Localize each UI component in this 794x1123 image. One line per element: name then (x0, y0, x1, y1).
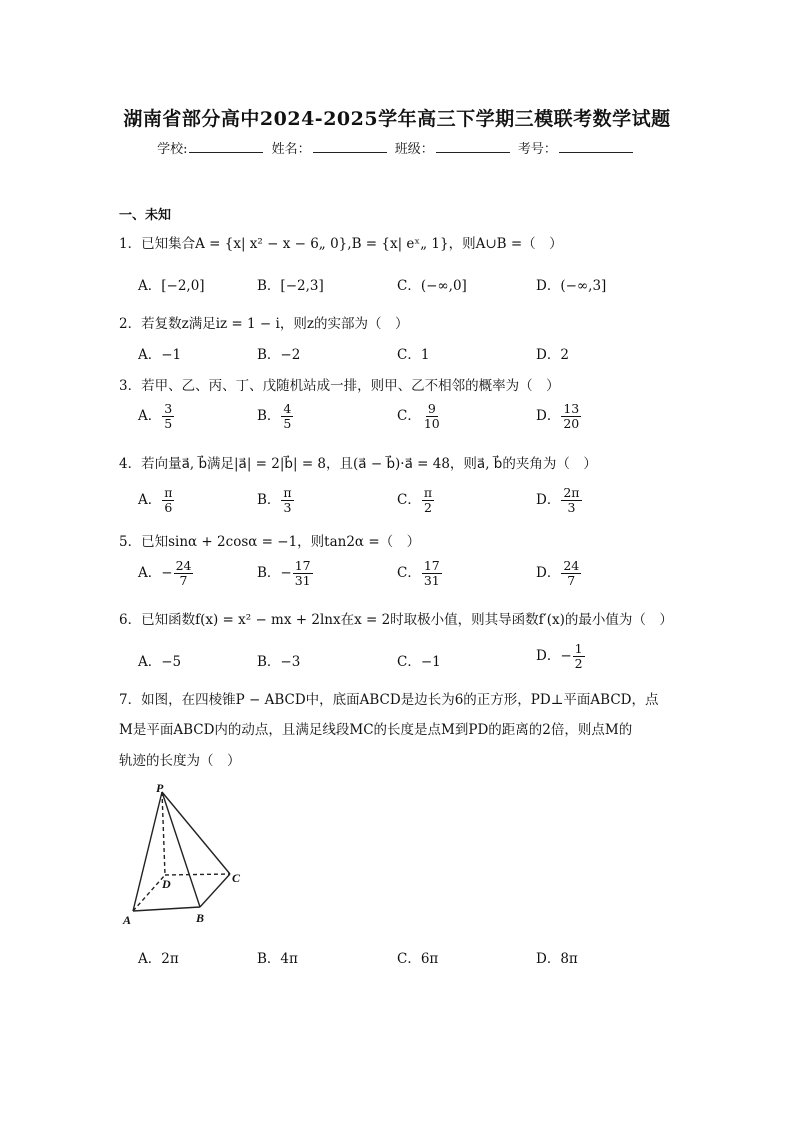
question-6-stem: 6．已知函数f(x) = x² − mx + 2lnx在x = 2时取极小值，则其导函数f′(x)的最小值为（ ） (119, 612, 673, 628)
q4-option-b: B． $\frac{\pi}{3}$ (257, 485, 292, 515)
vertex-label-a: A (123, 913, 132, 927)
q5-option-a: A．− $\frac{24}{7}$ (138, 558, 192, 588)
vertex-label-b: B (196, 911, 205, 925)
class-blank (436, 140, 510, 153)
q7-option-d: D．8π (536, 951, 578, 967)
set-b: B = {x| eˣ„ 1} (351, 236, 449, 252)
q5-option-d: D． $\frac{24}{7}$ (536, 558, 580, 588)
q2-option-c: C．1 (397, 347, 430, 363)
q7-option-a: A．2π (138, 951, 179, 967)
q2-option-a: A．−1 (138, 347, 182, 363)
q1-option-d: D．(−∞,3] (536, 278, 607, 294)
q1-option-a: A．[−2,0] (138, 278, 205, 294)
vertex-label-c: C (232, 871, 241, 885)
student-info-line (0, 138, 794, 157)
question-2-stem: 2．若复数z满足iz = 1 − i，则z的实部为（ ） (119, 316, 409, 332)
school-blank (189, 140, 263, 153)
q4-option-d: D． $\frac{2\pi}{3}$ (536, 485, 580, 515)
q5-option-c: C． $\frac{17}{31}$ (397, 558, 440, 588)
name-label: 姓名： (271, 142, 311, 157)
q6-option-b: B．−3 (257, 654, 301, 670)
q6-option-a: A．−5 (138, 654, 182, 670)
name-blank (313, 140, 387, 153)
question-1-stem: 1．已知集合A = {x| x² − x − 6„ 0},B = {x| eˣ„ 1}，则A∪B =（ ） (119, 236, 563, 252)
question-7-stem-line-1: 7．如图，在四棱锥P − ABCD中，底面ABCD是边长为6的正方形，PD⊥平面ABCD，点 (119, 692, 659, 708)
q3-option-b: B． $\frac{4}{5}$ (257, 401, 292, 431)
exam-number-label: 考号： (517, 142, 557, 157)
q4-option-a: A． $\frac{\pi}{6}$ (138, 485, 173, 515)
q1-option-b: B．[−2,3] (257, 278, 324, 294)
q7-option-c: C．6π (397, 951, 439, 967)
section-title: 一、未知 (119, 208, 172, 223)
vertex-label-p: P (156, 782, 164, 795)
question-7-stem-line-2: M是平面ABCD内的动点，且满足线段MC的长度是点M到PD的距离的2倍，则点M的 (119, 722, 633, 738)
school-label: 学校: (157, 142, 188, 157)
q5-option-b: B．− $\frac{17}{31}$ (257, 558, 311, 588)
vertex-label-d: D (162, 877, 171, 891)
question-5-stem: 5．已知sinα + 2cosα = −1，则tan2α =（ ） (119, 534, 421, 550)
question-3-stem: 3．若甲、乙、丙、丁、戊随机站成一排，则甲、乙不相邻的概率为（ ） (119, 378, 560, 394)
q2-option-d: D．2 (536, 347, 569, 363)
class-label: 班级： (394, 142, 434, 157)
q4-option-c: C． $\frac{\pi}{2}$ (397, 485, 433, 515)
q6-option-c: C．−1 (397, 654, 441, 670)
question-4-stem: 4．若向量a⃗, b⃗满足|a⃗| = 2|b⃗| = 8，且(a⃗ − b⃗)·a⃗ = 48，则a⃗, b⃗的夹角为（ ） (119, 456, 597, 472)
question-7-stem-line-3: 轨迹的长度为（ ） (119, 753, 241, 769)
page-title: 湖南省部分高中2024-2025学年高三下学期三模联考数学试题 (123, 108, 671, 130)
q2-option-b: B．−2 (257, 347, 301, 363)
exam-number-blank (559, 140, 633, 153)
q3-option-d: D． $\frac{13}{20}$ (536, 401, 580, 431)
set-a: A = {x| x² − x − 6„ 0} (195, 236, 348, 252)
q3-option-c: C． $\frac{9}{10}$ (397, 401, 440, 431)
q7-option-b: B．4π (257, 951, 298, 967)
pyramid-figure (120, 782, 250, 936)
q3-option-a: A． $\frac{3}{5}$ (138, 401, 173, 431)
q1-option-c: C．(−∞,0] (397, 278, 467, 294)
q6-option-d: D．− $\frac{1}{2}$ (536, 641, 583, 671)
